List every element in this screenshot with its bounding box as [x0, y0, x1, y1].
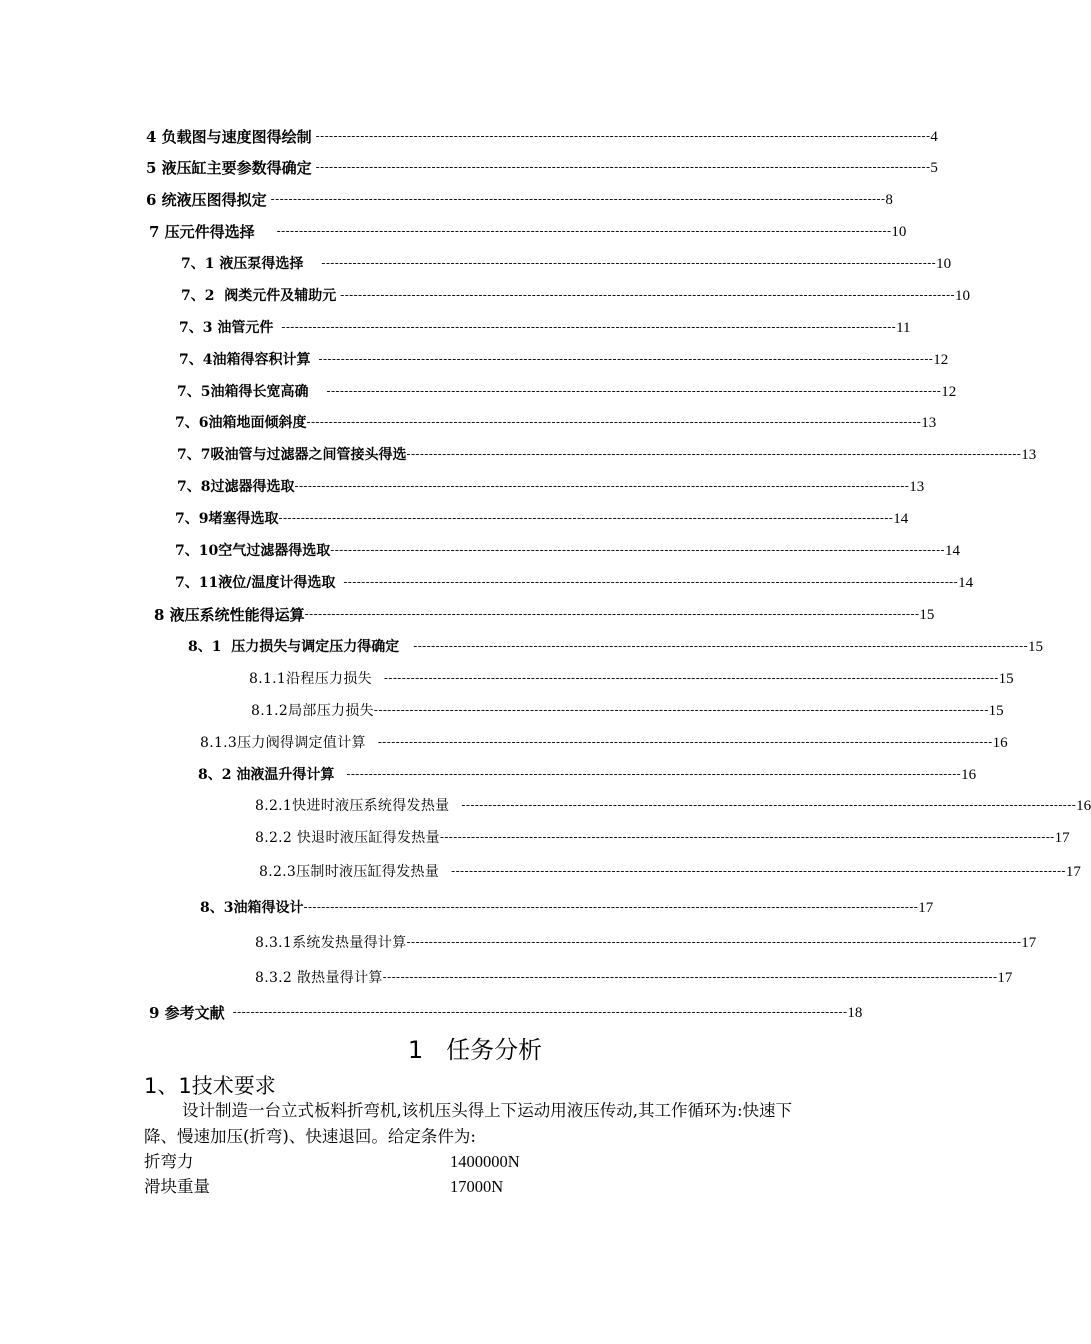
toc-page-number: 13: [909, 479, 925, 495]
toc-leader-dots: ------------------------------------------------------------------------------------------------------------------------------------------: [439, 830, 1055, 844]
toc-page-number: 14: [893, 511, 909, 527]
toc-entry-title: 7、5油箱得长宽高确: [177, 384, 309, 400]
toc-entry-title: 8、3油箱得设计: [200, 900, 304, 916]
toc-leader-dots: ------------------------------------------------------------------------------------------------------------------------------------------: [315, 129, 931, 143]
parameter-value: 17000N: [450, 1177, 504, 1196]
toc-entry[interactable]: [259, 859, 1081, 881]
toc-leader-dots: ------------------------------------------------------------------------------------------------------------------------------------------: [294, 479, 910, 493]
parameter-label: 滑块重量: [144, 1177, 210, 1196]
toc-entry-title: 7、8过滤器得选取: [177, 479, 295, 495]
toc-leader-dots: ------------------------------------------------------------------------------------------------------------------------------------------: [373, 703, 989, 717]
toc-entry-title: 7、6油箱地面倾斜度: [175, 415, 307, 431]
toc-entry-title: 7、3 油管元件: [179, 320, 274, 336]
toc-entry[interactable]: [181, 283, 970, 305]
toc-entry[interactable]: [255, 930, 1037, 952]
toc-entry[interactable]: [255, 793, 1091, 815]
toc-leader-dots: ------------------------------------------------------------------------------------------------------------------------------------------: [330, 543, 945, 557]
toc-page-number: 13: [921, 415, 937, 431]
toc-page-number: 15: [919, 607, 935, 623]
toc-leader-dots: ------------------------------------------------------------------------------------------------------------------------------------------: [413, 639, 1028, 653]
toc-leader-dots: ------------------------------------------------------------------------------------------------------------------------------------------: [377, 735, 993, 749]
section-heading: 1 任务分析: [407, 1036, 543, 1064]
toc-leader-dots: ------------------------------------------------------------------------------------------------------------------------------------------: [278, 511, 894, 525]
toc-leader-dots: ------------------------------------------------------------------------------------------------------------------------------------------: [383, 671, 999, 685]
toc-leader-dots: ------------------------------------------------------------------------------------------------------------------------------------------: [303, 900, 919, 914]
toc-entry[interactable]: [251, 698, 1004, 720]
toc-leader-dots: ------------------------------------------------------------------------------------------------------------------------------------------: [232, 1005, 848, 1019]
toc-page-number: 17: [997, 970, 1013, 986]
toc-entry-title: 8.3.2 散热量得计算: [255, 970, 383, 986]
toc-page-number: 17: [1065, 864, 1081, 880]
toc-page-number: 16: [992, 735, 1008, 751]
toc-entry[interactable]: [154, 602, 935, 624]
toc-entry-title: 7、2 阀类元件及辅助元: [181, 288, 337, 304]
toc-entry-title: 8.3.1系统发热量得计算: [255, 935, 407, 951]
toc-page-number: 15: [988, 703, 1004, 719]
toc-page-number: 16: [1076, 798, 1091, 814]
toc-page-number: 5: [930, 160, 938, 176]
toc-page-number: 8: [885, 192, 893, 208]
toc-page-number: 4: [930, 129, 938, 145]
toc-leader-dots: ------------------------------------------------------------------------------------------------------------------------------------------: [326, 384, 942, 398]
toc-entry-title: 8.2.3压制时液压缸得发热量: [259, 864, 440, 880]
toc-leader-dots: ------------------------------------------------------------------------------------------------------------------------------------------: [340, 288, 955, 302]
toc-page-number: 16: [961, 767, 977, 783]
toc-leader-dots: ------------------------------------------------------------------------------------------------------------------------------------------: [461, 798, 1077, 812]
subsection-heading: 1、1技术要求: [144, 1074, 276, 1098]
toc-entry-title: 5 液压缸主要参数得确定: [146, 159, 312, 177]
toc-leader-dots: ------------------------------------------------------------------------------------------------------------------------------------------: [406, 447, 1022, 461]
toc-entry[interactable]: [188, 634, 1043, 656]
toc-leader-dots: ------------------------------------------------------------------------------------------------------------------------------------------: [276, 224, 892, 238]
toc-entry[interactable]: [149, 1000, 863, 1022]
toc-leader-dots: ------------------------------------------------------------------------------------------------------------------------------------------: [304, 607, 920, 621]
toc-page-number: 10: [954, 288, 970, 304]
toc-leader-dots: ------------------------------------------------------------------------------------------------------------------------------------------: [343, 575, 959, 589]
toc-entry[interactable]: [177, 442, 1037, 464]
toc-page-number: 17: [1054, 830, 1070, 846]
toc-page-number: 11: [896, 320, 911, 336]
toc-entry-title: 6 统液压图得拟定: [146, 191, 267, 209]
toc-entry-title: 8、2 油液温升得计算: [198, 767, 335, 783]
toc-entry[interactable]: [175, 538, 960, 560]
toc-entry[interactable]: [179, 315, 911, 337]
toc-entry[interactable]: [179, 347, 949, 369]
toc-entry-title: 8.1.3压力阀得调定值计算: [200, 735, 366, 751]
toc-entry-title: 7、4油箱得容积计算: [179, 352, 311, 368]
toc-entry[interactable]: [175, 410, 937, 432]
toc-entry-title: 8 液压系统性能得运算: [154, 606, 305, 624]
toc-entry-title: 8.1.1沿程压力损失: [249, 671, 372, 687]
toc-entry-title: 8.2.2 快退时液压缸得发热量: [255, 830, 440, 846]
toc-entry[interactable]: [175, 570, 974, 592]
parameter-label: 折弯力: [144, 1152, 194, 1171]
toc-page-number: 14: [944, 543, 960, 559]
toc-entry[interactable]: [177, 474, 925, 496]
toc-leader-dots: ------------------------------------------------------------------------------------------------------------------------------------------: [270, 192, 886, 206]
toc-entry[interactable]: [146, 155, 938, 177]
toc-page-number: 10: [891, 224, 907, 240]
toc-leader-dots: ------------------------------------------------------------------------------------------------------------------------------------------: [382, 970, 998, 984]
toc-leader-dots: ------------------------------------------------------------------------------------------------------------------------------------------: [406, 935, 1022, 949]
toc-entry-title: 7、9堵塞得选取: [175, 511, 279, 527]
toc-page-number: 13: [1021, 447, 1037, 463]
toc-entry-title: 7 压元件得选择: [149, 223, 255, 241]
toc-entry[interactable]: [146, 124, 938, 146]
toc-leader-dots: ------------------------------------------------------------------------------------------------------------------------------------------: [451, 864, 1066, 878]
toc-leader-dots: ------------------------------------------------------------------------------------------------------------------------------------------: [321, 256, 937, 270]
toc-entry[interactable]: [255, 965, 1013, 987]
toc-entry[interactable]: [146, 187, 893, 209]
toc-page-number: 14: [958, 575, 974, 591]
toc-page-number: 17: [1021, 935, 1037, 951]
toc-leader-dots: ------------------------------------------------------------------------------------------------------------------------------------------: [281, 320, 897, 334]
toc-entry-title: 8.2.1快进时液压系统得发热量: [255, 798, 450, 814]
toc-entry[interactable]: [249, 666, 1014, 688]
toc-page-number: 15: [1027, 639, 1043, 655]
toc-page-number: 10: [936, 256, 952, 272]
toc-entry[interactable]: [181, 251, 952, 273]
toc-leader-dots: ------------------------------------------------------------------------------------------------------------------------------------------: [306, 415, 922, 429]
toc-leader-dots: ------------------------------------------------------------------------------------------------------------------------------------------: [315, 160, 931, 174]
toc-entry-title: 7、10空气过滤器得选取: [175, 543, 331, 559]
toc-entry[interactable]: [175, 506, 909, 528]
toc-page-number: 12: [933, 352, 949, 368]
parameter-value: 1400000N: [450, 1152, 520, 1171]
toc-entry-title: 7、7吸油管与过滤器之间管接头得选: [177, 447, 407, 463]
toc-page-number: 17: [918, 900, 934, 916]
toc-entry-title: 8、1 压力损失与调定压力得确定: [188, 639, 400, 655]
toc-entry[interactable]: [200, 730, 1008, 752]
toc-entry[interactable]: [198, 762, 977, 784]
body-paragraph: 设计制造一台立式板料折弯机,该机压头得上下运动用液压传动,其工作循环为:快速下降、慢速加压(折弯)、快速退回。给定条件为:: [144, 1101, 793, 1146]
toc-entry-title: 4 负载图与速度图得绘制: [146, 128, 312, 146]
toc-entry-title: 9 参考文献: [149, 1004, 225, 1022]
toc-entry-title: 7、11液位/温度计得选取: [175, 575, 336, 591]
toc-page-number: 18: [847, 1005, 863, 1021]
toc-page-number: 15: [998, 671, 1014, 687]
toc-page-number: 12: [941, 384, 957, 400]
toc-leader-dots: ------------------------------------------------------------------------------------------------------------------------------------------: [346, 767, 962, 781]
toc-entry[interactable]: [149, 219, 907, 241]
toc-entry[interactable]: [177, 379, 957, 401]
toc-entry[interactable]: [255, 825, 1070, 847]
toc-entry-title: 7、1 液压泵得选择: [181, 256, 304, 272]
toc-leader-dots: ------------------------------------------------------------------------------------------------------------------------------------------: [318, 352, 934, 366]
toc-entry[interactable]: [200, 895, 934, 917]
toc-entry-title: 8.1.2局部压力损失: [251, 703, 374, 719]
